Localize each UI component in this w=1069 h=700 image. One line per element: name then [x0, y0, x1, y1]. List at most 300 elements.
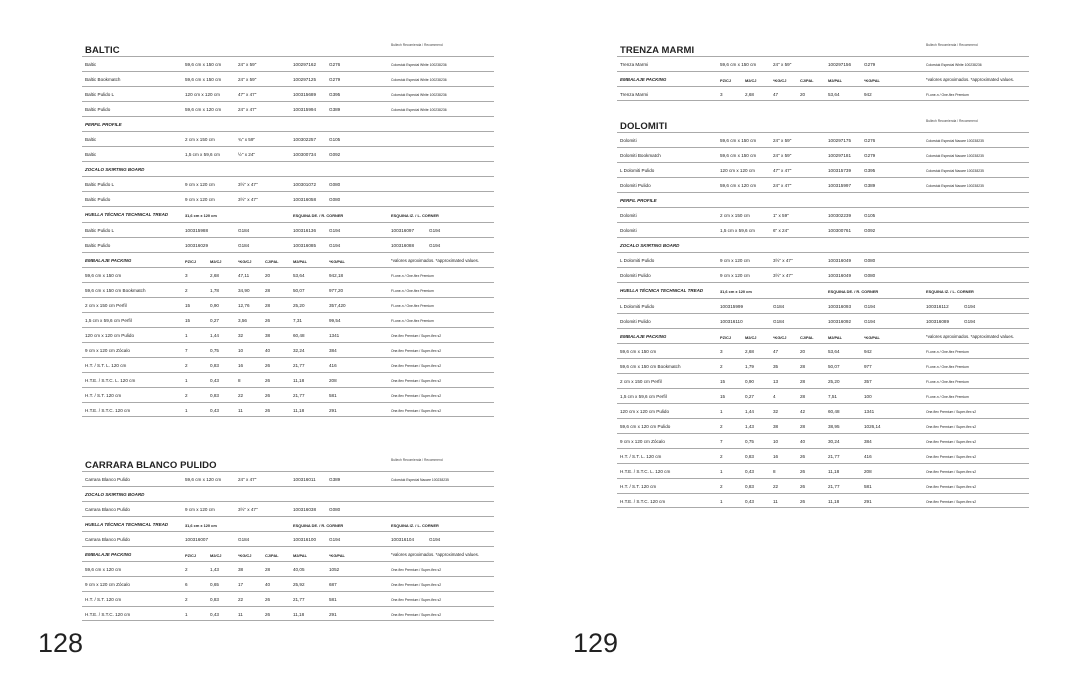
pack-value: 977,20 [329, 287, 344, 293]
subhead-label: HUELLA TÉCNICA TECHNICAL TREAD [620, 288, 704, 294]
pack-value: 42 [800, 408, 806, 414]
subhead-label: EMBALAJE PACKING [85, 552, 132, 558]
ref-code: G279 [864, 153, 876, 159]
col-header: *KG/PAL [864, 78, 880, 84]
packing-row [82, 576, 494, 591]
product-name: Dolomiti Pulido [620, 318, 651, 324]
packing-rows [82, 561, 494, 621]
packing-row [617, 388, 1029, 403]
pack-value: 3 [720, 348, 723, 354]
pack-value: 28 [800, 363, 806, 369]
packing-row [617, 448, 1029, 463]
size-cm: 9 cm x 120 cm [185, 182, 215, 188]
pack-value: 28 [800, 378, 806, 384]
pack-value: 0,83 [745, 453, 754, 459]
pack-item-name: 59,6 cm x 150 cm [85, 272, 122, 278]
pack-value: 384 [864, 438, 872, 444]
pack-value: 28 [265, 287, 271, 293]
perfil-subhead [617, 192, 1029, 207]
pack-value: 11,18 [828, 469, 840, 475]
pack-value: 0,83 [210, 393, 219, 399]
pack-item-name: 59,6 cm x 120 cm [85, 567, 122, 573]
size-inch: 6" x 24" [773, 228, 789, 234]
pack-value: 1026,14 [864, 423, 881, 429]
col-header: M2/PAL [828, 78, 842, 84]
product-name: Baltic Pulido [85, 107, 111, 113]
col-header: *KG/CJ [238, 258, 252, 264]
pack-value: 208 [329, 377, 337, 383]
dolomiti-section [617, 118, 1029, 508]
pack-value: 15 [185, 317, 191, 323]
pack-item-name: 1,5 cm x 59,6 cm Perfil [85, 317, 132, 323]
pack-note: One-flex Premium / Super-flex s2 [391, 568, 442, 573]
ref-code: G080 [864, 258, 876, 264]
perfil-row [617, 222, 1029, 237]
pack-value: 2 [185, 287, 188, 293]
pack-value: 1,79 [745, 363, 754, 369]
pack-value: 2 [185, 567, 188, 573]
size-inch: 3½" x 47" [773, 258, 793, 264]
pack-item-name: 59,6 cm x 150 cm Bookmatch [620, 363, 681, 369]
page-number-right: 129 [573, 628, 619, 658]
pack-value: 11,18 [293, 377, 305, 383]
product-name: Dolomiti Pulido [620, 273, 651, 279]
ref-code: G092 [329, 152, 341, 158]
pack-note: Fi-one-n / One-flex Premium [391, 318, 434, 323]
pack-value: 0,27 [745, 393, 754, 399]
section-header [617, 42, 1029, 56]
huella-header [82, 206, 494, 221]
size-inch: 24" x 47" [238, 107, 257, 113]
pack-item-name: H.T. / S.T. L. 120 cm [620, 453, 662, 459]
pack-value: 13 [773, 378, 779, 384]
pack-item-name: H.T. / S.T. L. 120 cm [85, 362, 127, 368]
recommend-note: Bullech Recomienda / Recommend [926, 43, 978, 47]
product-code: 100300734 [293, 152, 316, 158]
pack-item-name: 2 cm x 150 cm Perfil [85, 302, 127, 308]
grout-note: Colorstuk Especial Nacare 100238235 [926, 154, 984, 159]
product-code: 100297175 [828, 138, 851, 143]
pack-value: 6 [185, 582, 188, 588]
pack-value: 15 [720, 378, 726, 384]
pack-value: 942 [864, 348, 872, 354]
section-header [617, 118, 1029, 132]
pack-value: 32,24 [293, 347, 305, 353]
pack-value: 0,83 [210, 597, 219, 603]
subhead-label: PERFIL PROFILE [620, 198, 657, 204]
subhead-label: ZOCALO SKIRTING BOARD [85, 492, 145, 498]
left-corner-header: ESQUINA IZ. / L. CORNER [391, 213, 439, 219]
pack-value: 26 [265, 597, 271, 603]
packing-row [617, 403, 1029, 418]
ref-code: G080 [329, 507, 341, 513]
pack-note: One-flex Premium / Super-flex s2 [391, 333, 442, 338]
pack-value: 416 [329, 362, 337, 368]
carrara-section [82, 457, 494, 621]
pack-value: 0,43 [210, 408, 219, 414]
packing-row [82, 402, 494, 417]
right-corner-ref: G194 [329, 242, 341, 248]
product-code: 100315997 [828, 183, 851, 189]
packing-rows [82, 267, 494, 417]
col-header: PZ/CJ [185, 258, 197, 264]
zocalo-row [617, 267, 1029, 282]
huella-size: 31,6 cm x 120 cm [185, 523, 217, 529]
size-inch: ½" x 24" [238, 152, 256, 158]
pack-value: 32 [773, 408, 779, 414]
huella-row [617, 298, 1029, 313]
right-corner-header: ESQUINA DE. / R. CORNER [293, 213, 344, 219]
size-cm: 59,6 cm x 150 cm [185, 62, 222, 67]
subhead-label: ZOCALO SKIRTING BOARD [620, 243, 680, 249]
approx-note: *valores aproximados. *approximated values. [926, 333, 1015, 339]
subhead-label: ZOCALO SKIRTING BOARD [85, 167, 145, 173]
product-code: 100316011 [293, 477, 316, 482]
pack-value: 977 [864, 363, 872, 369]
ref-code: G092 [864, 228, 876, 234]
pack-value: 2 [185, 362, 188, 368]
col-header: CJ/PAL [265, 553, 279, 559]
size-inch: 24" x 59" [773, 62, 792, 67]
product-name: Baltic [85, 137, 97, 143]
pack-value: 25,20 [828, 378, 840, 384]
product-code: 100297181 [828, 153, 851, 159]
section-header [82, 42, 494, 56]
product-code: 100302257 [293, 137, 316, 143]
pack-value: 2 [185, 597, 188, 603]
pack-value: 28 [800, 393, 806, 399]
pack-note: One-flex Premium / Super-flex s2 [926, 454, 977, 459]
size-cm: 9 cm x 120 cm [185, 507, 215, 513]
pack-value: 7,51 [828, 393, 837, 399]
product-code: 100316110 [720, 318, 743, 324]
packing-row [617, 373, 1029, 388]
grout-note: Colorstuk Especial Nacare 100238235 [926, 184, 984, 189]
ref-code: G184 [238, 227, 250, 233]
pack-value: 0,83 [745, 484, 754, 490]
format-row [617, 56, 1029, 71]
pack-value: 581 [329, 393, 337, 399]
product-name: Dolomiti [620, 228, 637, 234]
size-inch: 3½" x 47" [773, 273, 793, 279]
left-corner-header: ESQUINA IZ. / L. CORNER [391, 523, 439, 529]
size-inch: 47" x 47" [238, 92, 257, 98]
pack-value: 0,90 [210, 302, 219, 308]
pack-note: One-flex Premium / Super-flex s2 [391, 583, 442, 588]
pack-value: 1,78 [210, 287, 219, 293]
product-name: Carrara Blanco Pulido [85, 477, 130, 482]
packing-header [82, 546, 494, 561]
zocalo-subhead [617, 237, 1029, 252]
left-corner-ref: G194 [429, 227, 441, 233]
pack-value: 50,07 [293, 287, 305, 293]
packing-row [617, 86, 1029, 101]
pack-note: One-flex Premium / Super-flex s2 [926, 424, 977, 429]
pack-item-name: H.T. / S.T. 120 cm [85, 393, 122, 399]
product-code: 100316007 [185, 537, 208, 543]
spec-table [82, 56, 494, 417]
size-cm: 1,5 cm x 59,6 cm [720, 228, 755, 234]
pack-value: 4 [773, 393, 776, 399]
right-corner-ref: G194 [329, 537, 341, 543]
right-corner-ref: G194 [864, 303, 876, 309]
pack-value: 2 [720, 363, 723, 369]
pack-value: 25,92 [293, 582, 305, 588]
pack-note: One-flex Premium / Super-flex s2 [391, 378, 442, 383]
product-name: Dolomiti Pulido [620, 183, 651, 189]
pack-value: 0,27 [210, 317, 219, 323]
pack-value: 291 [329, 612, 337, 618]
huella-size: 31,6 cm x 120 cm [185, 213, 217, 219]
pack-value: 30,24 [828, 438, 840, 444]
pack-value: 2,68 [210, 272, 219, 278]
packing-rows [617, 343, 1029, 509]
pack-item-name: 59,6 cm x 150 cm Bookmatch [85, 287, 146, 293]
pack-value: 40 [265, 582, 271, 588]
left-corner-code: 100316112 [926, 303, 949, 309]
product-code: 100315994 [293, 107, 316, 113]
size-inch: 24" x 59" [773, 153, 792, 159]
zocalo-row [82, 191, 494, 206]
pack-value: 28 [800, 423, 806, 429]
grout-note: Colorstuk Especial White 100238236 [391, 93, 447, 98]
spec-table [82, 471, 494, 621]
pack-value: 100 [864, 393, 872, 399]
product-name: Trenza Marmi [620, 62, 649, 67]
recommend-note: Bullech Recomienda / Recommend [926, 119, 978, 123]
format-row [617, 132, 1029, 147]
col-header: M2/CJ [745, 334, 757, 340]
pack-value: 942,18 [329, 272, 344, 278]
pack-value: 2 [720, 484, 723, 490]
spec-table [617, 132, 1029, 508]
product-name: Dolomiti [620, 138, 637, 143]
pack-value: 20 [800, 348, 806, 354]
pack-value: 47,11 [238, 272, 250, 278]
pack-item-name: 9 cm x 120 cm Zócalo [85, 347, 130, 353]
pack-value: 47 [773, 348, 779, 354]
spec-table [617, 56, 1029, 101]
pack-value: 7 [185, 347, 188, 353]
grout-note: Colorstuk Especial White 100238236 [391, 63, 447, 67]
subhead-label: EMBALAJE PACKING [85, 257, 132, 263]
pack-note: Fi-one-n / One-flex Premium [926, 394, 969, 399]
trenza-section [617, 42, 1029, 101]
size-cm: 59,6 cm x 120 cm [185, 477, 222, 482]
pack-value: 0,75 [210, 347, 219, 353]
pack-value: 60,48 [293, 332, 305, 338]
product-name: Baltic Pulido L [85, 92, 115, 98]
product-code: 100297162 [293, 62, 316, 67]
packing-header [82, 252, 494, 267]
size-cm: 120 cm x 120 cm [720, 168, 755, 174]
subhead-label: HUELLA TÉCNICA TECHNICAL TREAD [85, 522, 169, 528]
pack-value: 1,43 [210, 567, 219, 573]
pack-value: 15 [185, 302, 191, 308]
ref-code: G276 [864, 138, 876, 143]
pack-value: 2 [720, 423, 723, 429]
section-title: BALTIC [85, 45, 120, 56]
pack-note: One-flex Premium / Super-flex s2 [926, 500, 977, 505]
pack-value: 21,77 [828, 484, 840, 490]
product-code: 100316049 [828, 258, 851, 264]
pack-value: 1 [185, 377, 188, 383]
pack-value: 40 [265, 347, 271, 353]
size-cm: 59,6 cm x 120 cm [185, 107, 222, 113]
pack-value: 1 [720, 499, 723, 505]
col-header: CJ/PAL [800, 334, 814, 340]
ref-code: G184 [773, 303, 785, 309]
packing-row [82, 297, 494, 312]
size-cm: 9 cm x 120 cm [720, 258, 750, 264]
pack-value: 22 [238, 393, 244, 399]
pack-value: 38 [773, 423, 779, 429]
packing-row [82, 591, 494, 606]
pack-item-name: H.T. / S.T. 120 cm [620, 484, 657, 490]
pack-value: 26 [265, 612, 271, 618]
pack-value: 26 [800, 484, 806, 490]
section-title: DOLOMITI [620, 121, 668, 132]
huella-row [82, 222, 494, 237]
pack-value: 38 [238, 567, 244, 573]
huella-header [617, 282, 1029, 297]
size-inch: 3½" x 47" [238, 507, 258, 513]
pack-note: One-flex Premium / Super-flex s2 [391, 409, 442, 414]
ref-code: G105 [864, 213, 876, 219]
perfil-row [617, 207, 1029, 222]
ref-code: G080 [329, 197, 341, 203]
pack-value: 34,90 [238, 287, 250, 293]
ref-code: G105 [329, 137, 341, 143]
pack-value: 60,48 [828, 408, 840, 414]
packing-row [617, 433, 1029, 448]
left-corner-ref: G194 [429, 537, 441, 543]
packing-row [82, 312, 494, 327]
pack-note: One-flex Premium / Super-flex s2 [926, 409, 977, 414]
ref-code: G184 [238, 537, 250, 543]
col-header: *KG/CJ [773, 334, 787, 340]
packing-header [617, 328, 1029, 343]
zocalo-subhead [82, 161, 494, 176]
pack-value: 22 [773, 484, 779, 490]
perfil-row [82, 146, 494, 161]
grout-note: Colorstuk Especial White 100238236 [391, 108, 447, 113]
col-header: *KG/CJ [773, 78, 787, 84]
packing-row [617, 493, 1029, 508]
packing-row [617, 463, 1029, 478]
product-name: Baltic Pulido [85, 242, 111, 248]
ref-code: G389 [864, 183, 876, 189]
format-row [617, 177, 1029, 192]
pack-note: One-flex Premium / Super-flex s2 [391, 613, 442, 618]
pack-note: One-flex Premium / Super-flex s2 [926, 439, 977, 444]
product-code: 100316058 [293, 197, 316, 203]
pack-value: 26 [265, 408, 271, 414]
right-corner-code: 100316136 [293, 227, 316, 233]
product-name: Baltic Pulido [85, 197, 111, 203]
pack-value: 26 [265, 362, 271, 368]
format-row [82, 71, 494, 86]
pack-value: 40 [800, 438, 806, 444]
product-code: 100316049 [828, 273, 851, 279]
section-title: TRENZA MARMI [620, 45, 695, 56]
pack-value: 38 [265, 332, 271, 338]
product-code: 100316029 [185, 242, 208, 248]
pack-item-name: 1,5 cm x 59,6 cm Perfil [620, 393, 667, 399]
zocalo-row [82, 176, 494, 191]
right-corner-header: ESQUINA DE. / R. CORNER [293, 523, 344, 529]
pack-value: 21,77 [293, 362, 305, 368]
pack-note: Fi-one-n / One-flex Premium [391, 273, 434, 278]
right-corner-ref: G194 [329, 227, 341, 233]
pack-value: 10 [773, 438, 779, 444]
col-header: M2/PAL [293, 258, 307, 264]
pack-value: 2,68 [745, 348, 754, 354]
pack-value: 28 [265, 567, 271, 573]
pack-value: 53,64 [828, 348, 840, 354]
size-inch: 24" x 47" [238, 477, 257, 482]
pack-value: 291 [329, 408, 337, 414]
pack-value: 687 [329, 582, 337, 588]
product-code: 100315988 [185, 227, 208, 233]
ref-code: G276 [329, 62, 341, 67]
product-name: Baltic Bookmatch [85, 77, 121, 83]
pack-value: 384 [329, 347, 337, 353]
pack-value: 53,64 [828, 92, 840, 98]
recommend-note: Bullech Recomienda / Recommend [391, 43, 443, 47]
pack-value: 15 [720, 393, 726, 399]
section-title: CARRARA BLANCO PULIDO [85, 460, 217, 471]
product-code: 100315739 [828, 168, 851, 174]
pack-value: 25,20 [293, 302, 305, 308]
pack-item-name: 9 cm x 120 cm Zócalo [620, 438, 665, 444]
pack-value: 20 [265, 272, 271, 278]
packing-row [82, 282, 494, 297]
right-corner-header: ESQUINA DE. / R. CORNER [828, 289, 879, 295]
col-header: M2/CJ [210, 258, 222, 264]
zocalo-row [82, 501, 494, 516]
pack-value: 1341 [329, 332, 340, 338]
left-corner-code: 100316089 [926, 318, 949, 324]
pack-value: 1 [185, 612, 188, 618]
size-cm: 59,6 cm x 120 cm [720, 183, 757, 189]
pack-value: 53,64 [293, 272, 305, 278]
packing-row [82, 606, 494, 621]
size-cm: 2 cm x 150 cm [185, 137, 215, 143]
size-inch: 1" x 59" [773, 213, 789, 219]
pack-value: 2 [720, 453, 723, 459]
left-corner-code: 100316097 [391, 227, 414, 233]
size-cm: 2 cm x 150 cm [720, 213, 750, 219]
left-corner-header: ESQUINA IZ. / L. CORNER [926, 289, 974, 295]
subhead-label: PERFIL PROFILE [85, 122, 122, 128]
col-header: *KG/PAL [864, 334, 880, 340]
col-header: *KG/PAL [329, 258, 345, 264]
pack-value: 2 [185, 393, 188, 399]
pack-value: 8 [238, 377, 241, 383]
grout-note: Colorstuk Especial Nacare 100238235 [391, 478, 449, 482]
pack-value: 0,75 [745, 438, 754, 444]
format-row [82, 56, 494, 71]
pack-value: 1 [185, 332, 188, 338]
col-header: PZ/CJ [720, 78, 732, 84]
pack-value: 0,90 [745, 378, 754, 384]
grout-note: Colorstuk Especial Nacare 100238235 [926, 139, 984, 143]
size-inch: 24" x 59" [238, 77, 257, 83]
size-cm: 1,5 cm x 59,6 cm [185, 152, 220, 158]
pack-item-name: H.T.E. / S.T.C. 120 cm [85, 408, 131, 414]
pack-item-name: Trenza Marmi [620, 92, 649, 98]
